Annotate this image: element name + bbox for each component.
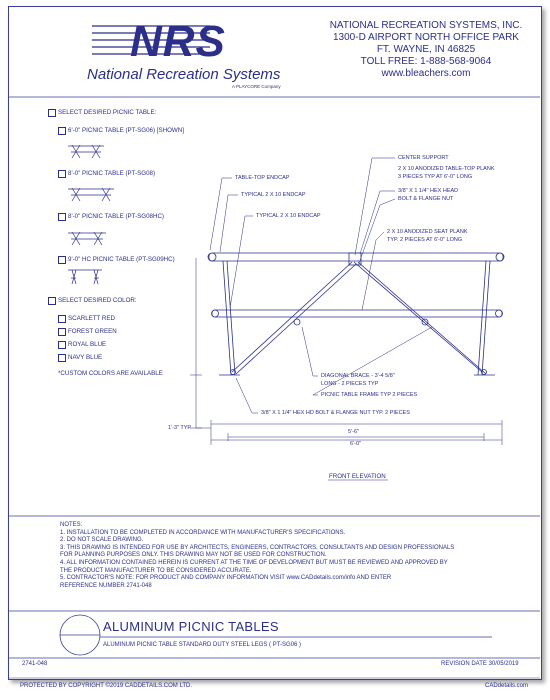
dimension-height: 1'-3" TYP bbox=[168, 425, 192, 431]
color-option-checkbox-forest-green[interactable] bbox=[58, 328, 66, 336]
callout-diagonal-brace-qty: LONG - 2 PIECES TYP bbox=[321, 381, 379, 387]
view-title: FRONT ELEVATION bbox=[329, 473, 386, 480]
drawing-title: ALUMINUM PICNIC TABLES bbox=[103, 619, 279, 634]
note-line: 2. DO NOT SCALE DRAWING. bbox=[60, 537, 144, 544]
callout-diagonal-brace: DIAGONAL BRACE - 3'-4 5/8" bbox=[321, 373, 395, 379]
color-option-royal-blue: ROYAL BLUE bbox=[68, 341, 107, 348]
color-option-forest-green: FOREST GREEN bbox=[68, 328, 117, 335]
dimension-outer-width: 6'-0" bbox=[350, 441, 361, 447]
color-option-checkbox-navy-blue[interactable] bbox=[58, 354, 66, 362]
revision-date: REVISION DATE 30/05/2019 bbox=[441, 661, 519, 667]
note-line: REFERENCE NUMBER 2741-048 bbox=[60, 582, 152, 589]
callout-seat-plank: 2 X 10 ANODIZED SEAT PLANK bbox=[387, 229, 468, 235]
company-phone: TOLL FREE: 1-888-568-9064 bbox=[360, 56, 492, 67]
notes-heading: NOTES: bbox=[60, 522, 83, 528]
caddetails-link[interactable]: CADdetails.com bbox=[485, 683, 529, 689]
company-address-1: 1300-D AIRPORT NORTH OFFICE PARK bbox=[333, 32, 519, 43]
table-option-checkbox-pt-sg08[interactable] bbox=[58, 170, 66, 178]
select-color-checkbox[interactable] bbox=[48, 297, 56, 305]
notes-block bbox=[60, 522, 454, 590]
table-option-checkbox-pt-sg08hc[interactable] bbox=[58, 213, 66, 221]
table-option-pt-sg09hc: 9'-0" HC PICNIC TABLE (PT-SG09HC) bbox=[68, 256, 175, 263]
callout-hex-bolt-nut: BOLT & FLANGE NUT bbox=[398, 196, 454, 202]
table-option-pt-sg08hc: 8'-0" PICNIC TABLE (PT-SG08HC) bbox=[68, 213, 164, 220]
callout-tabletop-plank-qty: 3 PIECES TYP AT 6'-0" LONG bbox=[398, 174, 473, 180]
logo-subtitle: National Recreation Systems bbox=[87, 66, 281, 83]
note-line: 1. INSTALLATION TO BE COMPLETED IN ACCORDANCE WITH MANUFACTURER'S SPECIFICATIONS. bbox=[60, 529, 346, 536]
note-line: FOR PLANNING PURPOSES ONLY. THIS DRAWING MAY NOT BE USED FOR CONSTRUCTION. bbox=[60, 552, 327, 559]
note-line: 4. ALL INFORMATION CONTAINED HEREIN IS CURRENT AT THE TIME OF DEVELOPMENT BUT MUST BE REVIEWED AND APPROVED BY bbox=[60, 559, 448, 566]
custom-colors-note: *CUSTOM COLORS ARE AVAILABLE bbox=[58, 370, 163, 377]
logo-nrs: NRS bbox=[130, 17, 226, 66]
note-line: 3. THIS DRAWING IS INTENDED FOR USE BY ARCHITECTS, ENGINEERS, CONTRACTORS, CONSULTANTS AND DESIGN PROFESSIONALS bbox=[60, 544, 455, 551]
color-option-checkbox-royal-blue[interactable] bbox=[58, 341, 66, 349]
callout-frame: PICNIC TABLE FRAME TYP 2 PIECES bbox=[321, 392, 418, 398]
color-option-scarlett-red: SCARLETT RED bbox=[68, 315, 115, 322]
company-name: NATIONAL RECREATION SYSTEMS, INC. bbox=[329, 20, 523, 31]
color-option-checkbox-scarlett-red[interactable] bbox=[58, 315, 66, 323]
dimension-inner-width: 5'-6" bbox=[348, 429, 359, 435]
note-line: 5. CONTRACTOR'S NOTE: FOR PRODUCT AND COMPANY INFORMATION VISIT www.CADdetails.com/info AND ENTER bbox=[60, 575, 392, 582]
table-option-pt-sg08: 8'-0" PICNIC TABLE (PT-SG08) bbox=[68, 170, 156, 177]
note-line: THE PRODUCT MANUFACTURER TO BE CONSIDERED ACCURATE. bbox=[60, 567, 252, 574]
table-option-checkbox-pt-sg06[interactable] bbox=[58, 127, 66, 135]
callout-hex-bolt: 3/8" X 1 1/4" HEX HEAD bbox=[398, 188, 459, 194]
select-table-label: SELECT DESIRED PICNIC TABLE: bbox=[58, 109, 157, 116]
callout-center-support: CENTER SUPPORT bbox=[398, 155, 449, 161]
company-address-2: FT. WAYNE, IN 46825 bbox=[376, 44, 476, 55]
reference-number: 2741-048 bbox=[22, 661, 48, 667]
drawing-subtitle: ALUMINUM PICNIC TABLE STANDARD DUTY STEEL LEGS ( PT-SG06 ) bbox=[103, 642, 302, 648]
callout-tabletop-plank: 2 X 10 ANODIZED TABLE-TOP PLANK bbox=[398, 166, 495, 172]
select-table-checkbox[interactable] bbox=[48, 109, 56, 117]
callout-endcap-1: TYPICAL 2 X 10 ENDCAP bbox=[241, 192, 306, 198]
table-option-checkbox-pt-sg09hc[interactable] bbox=[58, 256, 66, 264]
callout-seat-plank-qty: TYP. 2 PIECES AT 6'-0" LONG bbox=[387, 237, 463, 243]
copyright-notice: PROTECTED BY COPYRIGHT ©2019 CADDETAILS.COM LTD. bbox=[20, 683, 193, 689]
color-option-navy-blue: NAVY BLUE bbox=[68, 354, 103, 361]
company-website[interactable]: www.bleachers.com bbox=[381, 68, 471, 79]
callout-endcap-2: TYPICAL 2 X 10 ENDCAP bbox=[256, 213, 321, 219]
callout-bottom-bolt: 3/8" X 1 1/4" HEX HD BOLT & FLANGE NUT TYP. 2 PIECES bbox=[261, 410, 410, 416]
table-option-pt-sg06: 6'-0" PICNIC TABLE (PT-SG06) [SHOWN] bbox=[68, 127, 184, 134]
logo-tagline: A PLAYCORE Company bbox=[232, 84, 281, 89]
select-color-label: SELECT DESIRED COLOR: bbox=[58, 297, 137, 304]
callout-tabletop-endcap: TABLE-TOP ENDCAP bbox=[235, 175, 290, 181]
